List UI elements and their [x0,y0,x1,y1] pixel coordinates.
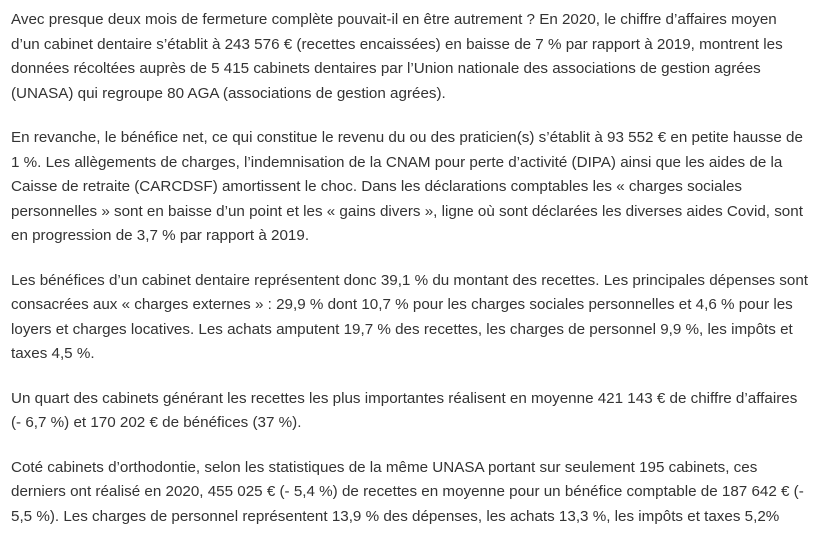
paragraph-revenue-2020: Avec presque deux mois de fermeture complète pouvait-il en être autrement ? En 2020, le chiffre d’affaires moyen d’un cabinet dentaire s’établit à 243 576 € (recettes encaissées) en baisse de 7 % par rapport à 2019, montrent les données récoltées auprès de 5 415 cabinets dentaires par l’Union nationale des associations de gestion agrées (UNASA) qui regroupe 80 AGA (associations de gestion agrées). [11,11,783,102]
paragraph-top-quarter: Un quart des cabinets générant les recettes les plus importantes réalisent en moyenne 421 143 € de chiffre d’affaires (- 6,7 %) et 170 202 € de bénéfices (37 %). [11,389,798,431]
paragraph-expenses-breakdown: Les bénéfices d’un cabinet dentaire représentent donc 39,1 % du montant des recettes. Les principales dépenses sont consacrées aux « charges externes » : 29,9 % dont 10,7 % pour les charges sociales personnelles et 4,6 % pour les loyers et charges locatives. Les achats amputent 19,7 % des recettes, les charges de personnel 9,9 %, les impôts et taxes 4,5 %. [11,271,809,362]
article-body [11,8,809,529]
paragraph-net-profit: En revanche, le bénéfice net, ce qui constitue le revenu du ou des praticien(s) s’établit à 93 552 € en petite hausse de 1 %. Les allègements de charges, l’indemnisation de la CNAM pour perte d’activité (DIPA) ainsi que les aides de la Caisse de retraite (CARCDSF) amortissent le choc. Dans les déclarations comptables les « charges sociales personnelles » sont en baisse d’un point et les « gains divers », ligne où sont déclarées les diverses aides Covid, sont en progression de 3,7 % par rapport à 2019. [11,129,803,244]
paragraph-orthodontics: Coté cabinets d’orthodontie, selon les statistiques de la même UNASA portant sur seulement 195 cabinets, ces derniers ont réalisé en 2020, 455 025 € (- 5,4 %) de recettes en moyenne pour un bénéfice comptable de 187 642 € (- 5,5 %). Les charges de personnel représentent 13,9 % des dépenses, les achats 13,3 %, les impôts et taxes 5,2% [11,458,804,525]
